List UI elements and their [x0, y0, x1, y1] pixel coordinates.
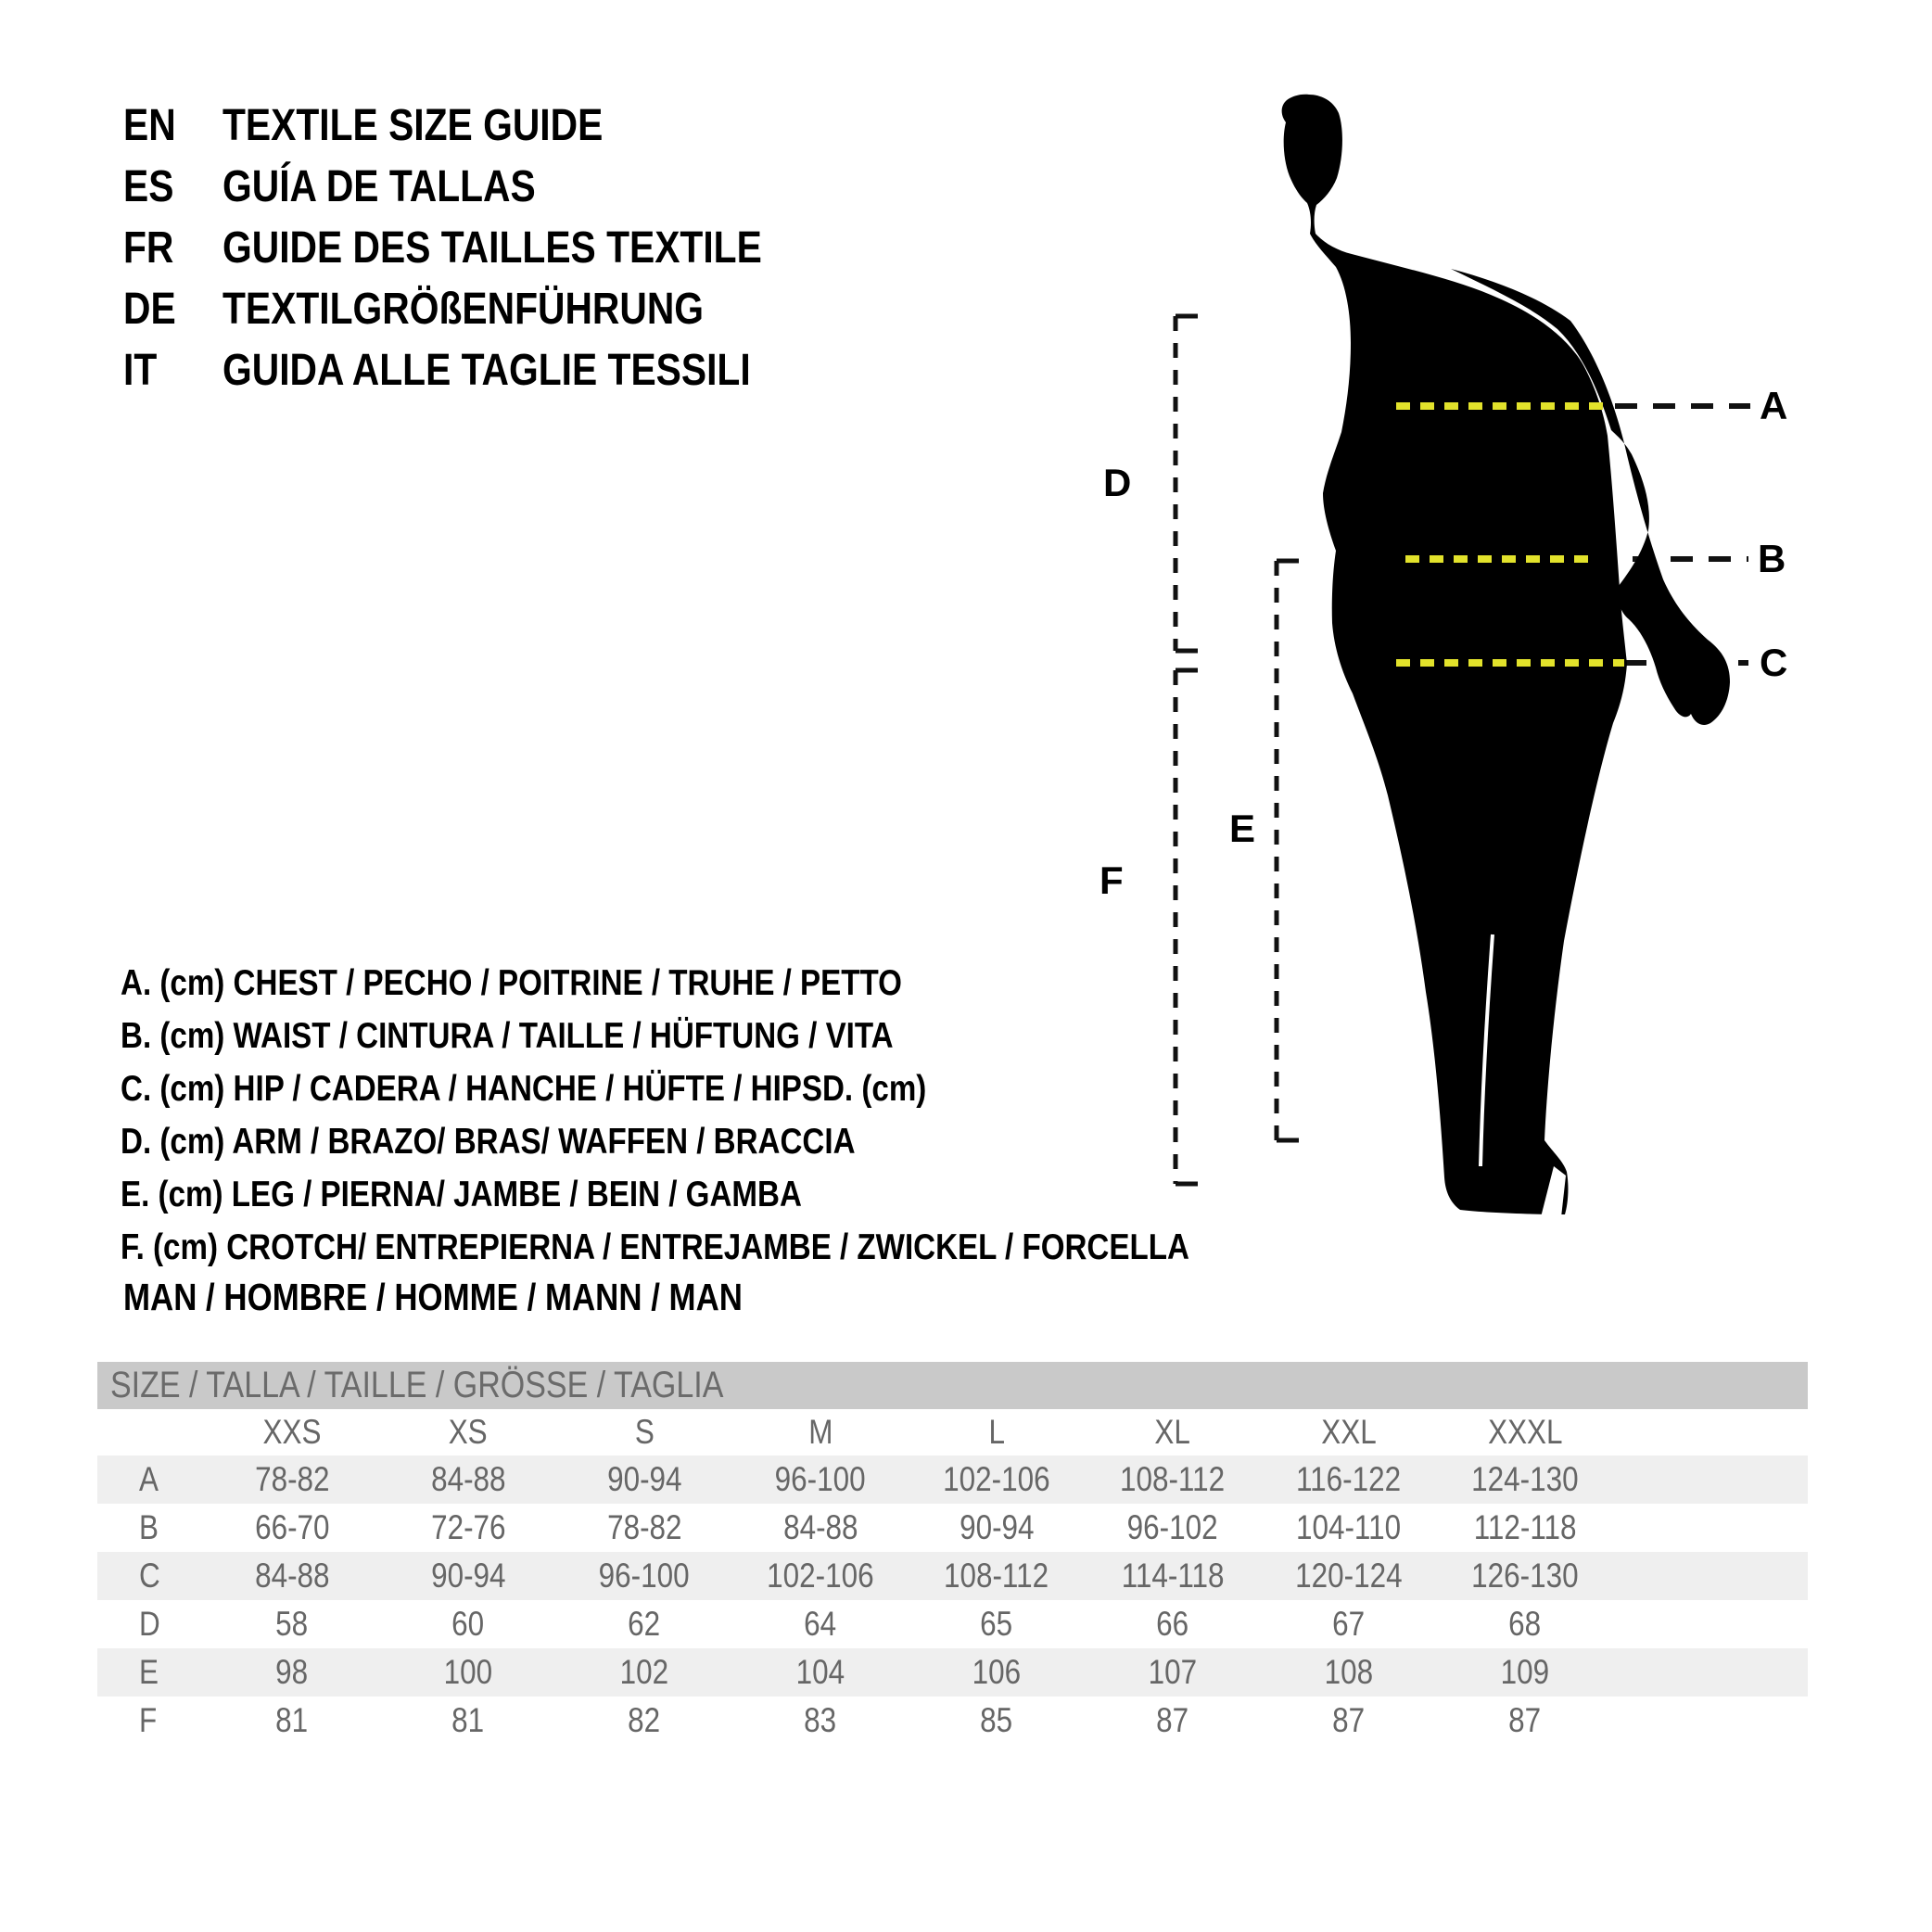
measure-value-cell: 109	[1437, 1648, 1613, 1697]
measure-value-cell: 60	[451, 1605, 485, 1643]
measure-value-cell: 67	[1332, 1605, 1366, 1643]
measure-value-cell: 116-122	[1261, 1455, 1437, 1504]
spacer-cell	[1613, 1552, 1808, 1600]
size-column-header: S	[634, 1413, 655, 1451]
measure-row-label: D	[139, 1605, 160, 1643]
spacer-cell	[1613, 1600, 1808, 1648]
measure-value-cell: 84-88	[380, 1455, 556, 1504]
measure-value-cell: 87	[1156, 1701, 1189, 1739]
measure-value-cell: 98	[204, 1648, 380, 1697]
measure-value-cell: 120-124	[1261, 1552, 1437, 1600]
legend-line-hip: C. (cm) HIP / CADERA / HANCHE / HÜFTE / HIPSD. (cm)	[121, 1069, 927, 1109]
measure-row-label: F	[139, 1701, 158, 1739]
guide-title: TEXTILE SIZE GUIDE	[222, 101, 604, 150]
language-code: IT	[123, 346, 158, 395]
hip-marker-label: C	[1760, 641, 1788, 684]
measure-value-cell: 84-88	[782, 1508, 858, 1546]
measure-row-label: C	[97, 1552, 204, 1600]
measure-value-cell: 102-106	[732, 1552, 909, 1600]
measure-value-cell: 81	[451, 1701, 485, 1739]
measure-value-cell: 124-130	[1437, 1455, 1613, 1504]
measure-value-cell: 126-130	[1437, 1552, 1613, 1600]
size-column-header: M	[807, 1413, 833, 1451]
size-table-header-bar: SIZE / TALLA / TAILLE / GRÖSSE / TAGLIA	[97, 1362, 1808, 1409]
measure-value-cell: 78-82	[606, 1508, 682, 1546]
body-measurement-figure	[1066, 74, 1854, 1242]
spacer-cell	[1613, 1648, 1808, 1697]
measure-row-label: A	[97, 1455, 204, 1504]
leg-marker-label: E	[1229, 807, 1256, 850]
measure-value-cell: 104-110	[1296, 1508, 1402, 1546]
measure-value-cell: 82	[628, 1701, 661, 1739]
guide-title: TEXTILGRÖßENFÜHRUNG	[222, 285, 705, 334]
measure-value-cell: 87	[1332, 1701, 1366, 1739]
spacer-cell	[1613, 1409, 1808, 1455]
measure-value-cell: 66	[1156, 1605, 1189, 1643]
measure-value-cell: 66-70	[254, 1508, 330, 1546]
measure-value-cell: 84-88	[204, 1552, 380, 1600]
legend-line-waist: B. (cm) WAIST / CINTURA / TAILLE / HÜFTUNG / VITA	[121, 1016, 894, 1056]
measure-value-cell: 107	[1085, 1648, 1261, 1697]
measure-row-label: E	[97, 1648, 204, 1697]
man-silhouette	[1282, 95, 1730, 1217]
guide-title: GUÍA DE TALLAS	[222, 162, 536, 211]
measure-value-cell: 100	[380, 1648, 556, 1697]
measure-value-cell: 83	[804, 1701, 837, 1739]
language-code: DE	[123, 285, 176, 334]
size-column-header: XL	[1154, 1413, 1191, 1451]
measure-value-cell: 90-94	[959, 1508, 1035, 1546]
legend-line-chest: A. (cm) CHEST / PECHO / POITRINE / TRUHE / PETTO	[121, 963, 902, 1003]
size-column-header: XS	[449, 1413, 488, 1451]
leg-measure-ticks	[1277, 561, 1299, 1140]
measure-value-cell: 106	[909, 1648, 1085, 1697]
measure-value-cell: 102-106	[909, 1455, 1085, 1504]
legend-line-arm: D. (cm) ARM / BRAZO/ BRAS/ WAFFEN / BRACCIA	[121, 1122, 856, 1162]
chest-marker-label: A	[1760, 384, 1788, 427]
measure-value-cell: 64	[804, 1605, 837, 1643]
measure-value-cell: 87	[1508, 1701, 1542, 1739]
size-column-header: XXL	[1321, 1413, 1377, 1451]
size-corner-cell	[97, 1409, 204, 1455]
measure-value-cell: 96-102	[1127, 1508, 1218, 1546]
body-shape	[1282, 95, 1627, 1214]
size-column-header: L	[988, 1413, 1005, 1451]
gender-title: MAN / HOMBRE / HOMME / MANN / MAN	[123, 1276, 743, 1318]
spacer-cell	[1613, 1455, 1808, 1504]
measure-value-cell: 96-100	[732, 1455, 909, 1504]
language-code: ES	[123, 162, 174, 211]
language-code: EN	[123, 101, 176, 150]
size-table	[97, 1362, 1808, 1745]
crotch-measure-ticks	[1176, 670, 1198, 1184]
guide-title: GUIDA ALLE TAGLIE TESSILI	[222, 346, 751, 395]
measure-value-cell: 108-112	[1085, 1455, 1261, 1504]
measure-value-cell: 104	[732, 1648, 909, 1697]
guide-title: GUIDE DES TAILLES TEXTILE	[222, 223, 762, 273]
measure-value-cell: 108	[1261, 1648, 1437, 1697]
spacer-cell	[1613, 1697, 1808, 1745]
size-column-header: XXXL	[1487, 1413, 1563, 1451]
waist-marker-label: B	[1758, 537, 1786, 580]
measure-value-cell: 112-118	[1473, 1508, 1577, 1546]
legend-line-leg: E. (cm) LEG / PIERNA/ JAMBE / BEIN / GAMBA	[121, 1175, 802, 1214]
measure-row-label: B	[139, 1508, 159, 1546]
measure-value-cell: 72-76	[430, 1508, 506, 1546]
measure-value-cell: 108-112	[909, 1552, 1085, 1600]
measure-value-cell: 81	[275, 1701, 309, 1739]
measure-value-cell: 65	[980, 1605, 1013, 1643]
measure-value-cell: 90-94	[380, 1552, 556, 1600]
size-column-header: XXS	[262, 1413, 322, 1451]
arm-measure-ticks	[1176, 316, 1198, 651]
measure-value-cell: 85	[980, 1701, 1013, 1739]
measure-value-cell: 102	[556, 1648, 732, 1697]
measure-value-cell: 96-100	[556, 1552, 732, 1600]
measure-value-cell: 58	[275, 1605, 309, 1643]
crotch-marker-label: F	[1099, 858, 1124, 902]
spacer-cell	[1613, 1504, 1808, 1552]
arm-marker-label: D	[1103, 461, 1132, 504]
measure-value-cell: 90-94	[556, 1455, 732, 1504]
language-code: FR	[123, 223, 174, 273]
measure-value-cell: 78-82	[204, 1455, 380, 1504]
size-table-grid	[97, 1409, 1808, 1745]
measure-value-cell: 62	[628, 1605, 661, 1643]
legend-line-crotch: F. (cm) CROTCH/ ENTREPIERNA / ENTREJAMBE / ZWICKEL / FORCELLA	[121, 1227, 1189, 1267]
measure-value-cell: 114-118	[1085, 1552, 1261, 1600]
measure-value-cell: 68	[1508, 1605, 1542, 1643]
